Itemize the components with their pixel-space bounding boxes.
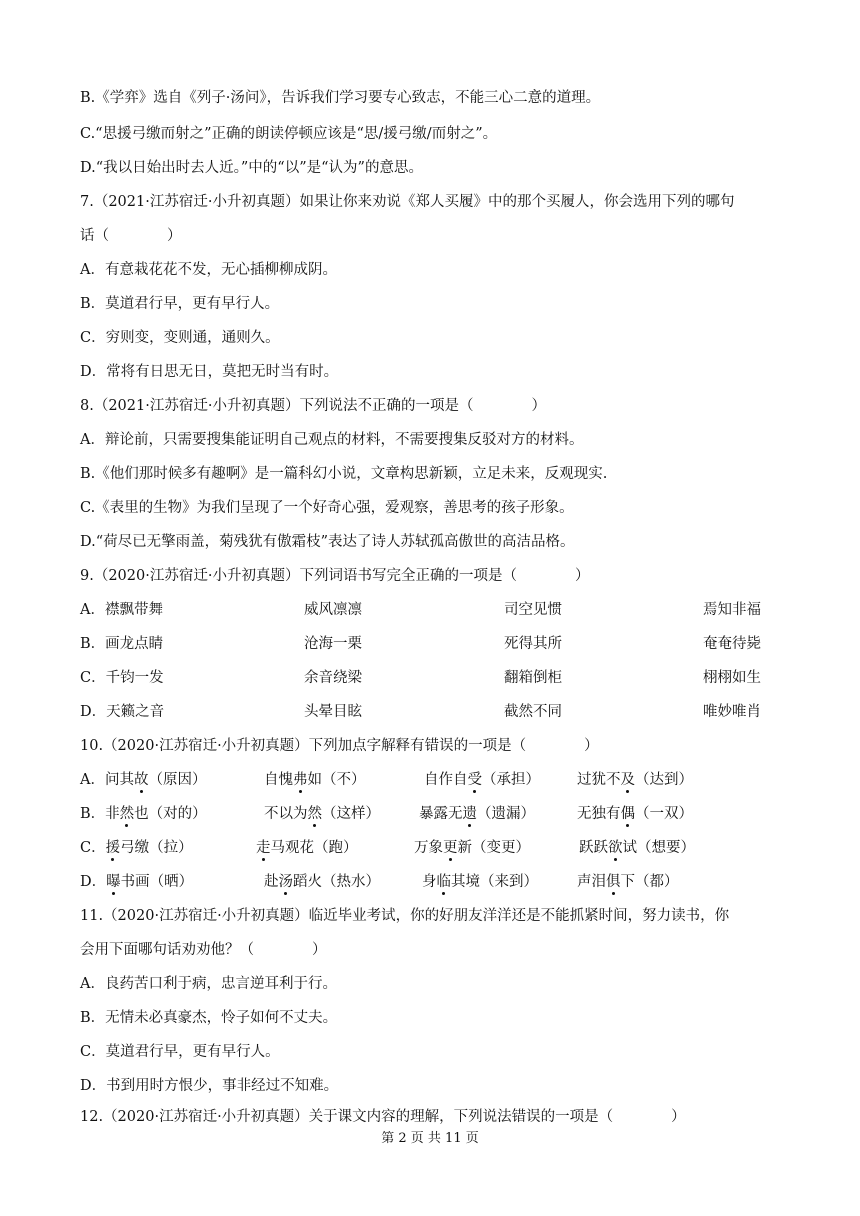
q8-option-d: D.“荷尽已无擎雨盖，菊残犹有傲霜枝”表达了诗人苏轼孤高傲世的高洁品格。 — [80, 534, 575, 550]
q10-item — [80, 770, 206, 790]
q10-item-text: 暴露无 — [419, 806, 463, 822]
q10-item-text: 弓缴（拉） — [120, 840, 193, 856]
dotted-character: 曝 — [106, 874, 121, 890]
q11-option-c: C．莫道君行早，更有早行人。 — [80, 1044, 280, 1060]
q10-item-text: 不以为 — [264, 806, 308, 822]
q9-option-d-word-2: 头晕目眩 — [304, 704, 362, 720]
q10-item-text: 过犹不 — [577, 772, 621, 788]
q10-item — [419, 804, 535, 824]
q7-stem-line-2: 话（ ） — [80, 228, 182, 244]
q10-item — [424, 770, 540, 790]
q10-item — [264, 872, 380, 892]
q10-item-text: 书画（晒） — [120, 874, 194, 890]
q10-item-text: 如（不） — [307, 772, 366, 788]
q10-item-text: 声泪 — [577, 874, 606, 890]
q10-item-text: 新（变更） — [457, 840, 530, 856]
q10-item — [422, 872, 538, 892]
q9-option-a-word-2: 威风凛凛 — [304, 602, 362, 618]
q11-stem-line-1: 11.（2020·江苏宿迁·小升初真题）临近毕业考试，你的好朋友洋洋还是不能抓紧时间，努力读书，你 — [80, 908, 730, 924]
q10-item-text: （遗漏） — [477, 806, 535, 822]
q11-stem-line-2: 会用下面哪句话劝劝他？（ ） — [80, 942, 327, 958]
q11-option-b: B．无情未必真豪杰，怜子如何不丈夫。 — [80, 1010, 338, 1026]
dotted-character: 然 — [119, 806, 135, 822]
q10-item-text: 自愧 — [264, 772, 293, 788]
q10-item-text: 身 — [422, 874, 437, 890]
q9-option-c-word-4: 栩栩如生 — [703, 670, 761, 686]
q9-option-b: B．画龙点睛 — [80, 636, 164, 652]
q10-item — [80, 838, 193, 858]
q10-item-text: （这样） — [322, 806, 380, 822]
q11-option-d: D．书到用时方恨少，事非经过不知难。 — [80, 1078, 339, 1094]
q9-option-row — [80, 600, 800, 620]
q10-option-row-a — [80, 770, 800, 790]
q10-item-text: 其境（来到） — [451, 874, 538, 890]
q10-item-text: （承担） — [482, 772, 540, 788]
q9-option-row — [80, 702, 800, 722]
q6-option-d: D.“我以日始出时去人近。”中的“以”是“认为”的意思。 — [80, 160, 423, 176]
q10-stem: 10.（2020·江苏宿迁·小升初真题）下列加点字解释有错误的一项是（ ） — [80, 738, 599, 754]
q10-item-text: （原因） — [148, 772, 207, 788]
q7-option-c: C．穷则变，变则通，通则久。 — [80, 330, 280, 346]
q10-item — [414, 838, 530, 858]
q10-item-text: 自作自 — [424, 772, 468, 788]
q9-option-c-word-3: 翻箱倒柜 — [504, 670, 562, 686]
q10-item-text: 试（想要） — [622, 840, 695, 856]
q10-item-text: 无独有 — [577, 806, 621, 822]
q7-option-b: B．莫道君行早，更有早行人。 — [80, 296, 280, 312]
q10-item-text: 万象 — [414, 840, 443, 856]
q10-item — [577, 804, 693, 824]
q10-item-text: B．非 — [80, 806, 120, 822]
dotted-character: 援 — [105, 840, 121, 856]
q9-option-b-word-2: 沧海一栗 — [304, 636, 362, 652]
q8-option-b: B.《他们那时候多有趣啊》是一篇科幻小说，文章构思新颖，立足未来，反观现实. — [80, 466, 608, 482]
q10-option-row-c — [80, 838, 800, 858]
q12-stem: 12.（2020·江苏宿迁·小升初真题）关于课文内容的理解，下列说法错误的一项是（ ） — [80, 1109, 686, 1125]
q8-stem: 8.（2021·江苏宿迁·小升初真题）下列说法不正确的一项是（ ） — [80, 398, 546, 414]
q9-option-a-word-4: 焉知非福 — [703, 602, 761, 618]
q6-option-b: B.《学弈》选自《列子·汤问》，告诉我们学习要专心致志，不能三心二意的道理。 — [80, 90, 601, 106]
q9-stem: 9.（2020·江苏宿迁·小升初真题）下列词语书写完全正确的一项是（ ） — [80, 568, 590, 584]
dotted-character: 然 — [307, 806, 322, 822]
q10-item-text: C． — [80, 840, 106, 856]
q10-item-text: 下（都） — [620, 874, 679, 890]
q7-option-d: D．常将有日思无日，莫把无时当有时。 — [80, 364, 339, 380]
q9-option-a-word-3: 司空见惯 — [504, 602, 562, 618]
dotted-character: 欲 — [608, 840, 623, 856]
dotted-character: 受 — [467, 772, 482, 788]
q9-option-a: A．襟飘带舞 — [80, 602, 163, 618]
q10-item-text: （达到） — [635, 772, 693, 788]
q10-item — [577, 770, 693, 790]
q8-option-c: C.《表里的生物》为我们呈现了一个好奇心强，爱观察，善思考的孩子形象。 — [80, 500, 574, 516]
dotted-character: 故 — [133, 772, 149, 788]
dotted-character: 更 — [443, 840, 458, 856]
q10-item — [264, 770, 366, 790]
q9-option-d: D．天籁之音 — [80, 704, 165, 720]
dotted-character: 弗 — [293, 772, 308, 788]
dotted-character: 遗 — [462, 806, 477, 822]
page-footer: 第 2 页 共 11 页 — [381, 1131, 479, 1146]
q10-item — [579, 838, 695, 858]
dotted-character: 临 — [436, 874, 451, 890]
q10-option-row-b — [80, 804, 800, 824]
q11-option-a: A．良药苦口利于病，忠言逆耳利于行。 — [80, 976, 337, 992]
q9-option-b-word-4: 奄奄待毙 — [703, 636, 761, 652]
q10-item-text: 赴 — [264, 874, 279, 890]
dotted-character: 及 — [620, 772, 635, 788]
q9-option-c-word-2: 余音绕梁 — [304, 670, 362, 686]
q9-option-row — [80, 668, 800, 688]
q9-option-row — [80, 634, 800, 654]
q9-option-b-word-3: 死得其所 — [504, 636, 562, 652]
q10-item — [264, 804, 380, 824]
q10-item — [80, 872, 193, 892]
q10-item — [577, 872, 679, 892]
q9-option-d-word-4: 唯妙唯肖 — [703, 704, 761, 720]
q9-option-d-word-3: 截然不同 — [504, 704, 562, 720]
q6-option-c: C.“思援弓缴而射之”正确的朗读停顿应该是“思/援弓缴/而射之”。 — [80, 126, 498, 142]
dotted-character: 俱 — [606, 874, 621, 890]
q9-option-c: C．千钧一发 — [80, 670, 164, 686]
q10-item-text: A．问其 — [80, 772, 134, 788]
q7-option-a: A．有意栽花花不发，无心插柳柳成阴。 — [80, 262, 337, 278]
dotted-character: 偶 — [620, 806, 635, 822]
q10-item-text: 也（对的） — [134, 806, 207, 822]
dotted-character: 走 — [256, 840, 271, 856]
q10-item-text: 蹈火（热水） — [293, 874, 380, 890]
q10-item-text: 马观花（跑） — [270, 840, 358, 856]
q8-option-a: A．辩论前，只需要搜集能证明自己观点的材料，不需要搜集反驳对方的材料。 — [80, 432, 584, 448]
q10-item — [80, 804, 207, 824]
q10-item-text: D． — [80, 874, 107, 890]
q10-item-text: 跃跃 — [579, 840, 608, 856]
dotted-character: 汤 — [278, 874, 293, 890]
q10-item — [256, 838, 358, 858]
q7-stem-line-1: 7.（2021·江苏宿迁·小升初真题）如果让你来劝说《郑人买履》中的那个买履人，你会选用下列的哪句 — [80, 194, 735, 210]
q10-option-row-d — [80, 872, 800, 892]
q10-item-text: （一双） — [635, 806, 693, 822]
